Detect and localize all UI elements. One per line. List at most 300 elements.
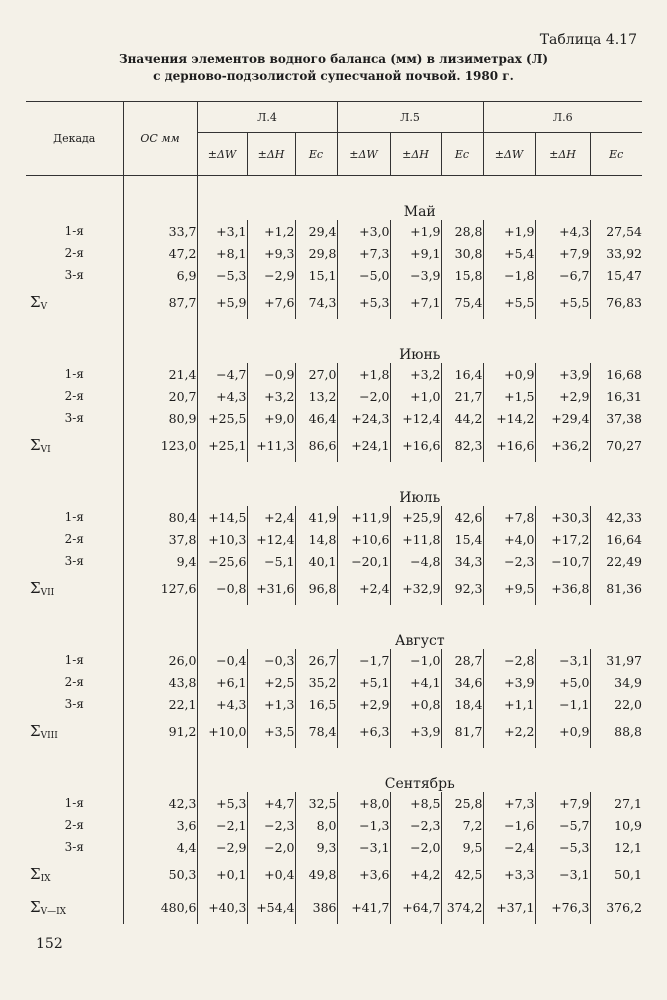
value-cell: 15,8	[441, 264, 483, 286]
value-cell: −3,1	[337, 836, 390, 858]
value-cell: +2,5	[247, 671, 295, 693]
value-cell: −2,9	[247, 264, 295, 286]
value-cell: 34,9	[590, 671, 642, 693]
value-cell: +7,9	[535, 792, 590, 814]
sigma-symbol: Σ	[30, 579, 41, 597]
value-cell: 70,27	[590, 429, 642, 462]
value-cell: +10,0	[197, 715, 247, 748]
value-cell: +5,9	[197, 286, 247, 319]
page-number: 152	[36, 936, 63, 952]
value-cell: +6,1	[197, 671, 247, 693]
value-cell: −5,1	[247, 550, 295, 572]
value-cell: 16,4	[441, 363, 483, 385]
ec-header: Eс	[295, 133, 337, 176]
value-cell: +7,3	[337, 242, 390, 264]
value-cell: 480,6	[123, 891, 197, 924]
table-row	[26, 506, 642, 528]
value-cell: +5,5	[535, 286, 590, 319]
value-cell: +1,3	[247, 693, 295, 715]
value-cell: +4,3	[535, 220, 590, 242]
value-cell: +3,3	[483, 858, 535, 891]
table-row	[26, 264, 642, 286]
value-cell: +7,6	[247, 286, 295, 319]
decade-cell: 1-я	[64, 510, 84, 524]
month-row	[26, 462, 642, 506]
value-cell: 22,1	[123, 693, 197, 715]
value-cell: +5,3	[197, 792, 247, 814]
table-row	[26, 220, 642, 242]
sum-period: VIII	[40, 731, 58, 741]
value-cell: 127,6	[123, 572, 197, 605]
value-cell: +5,1	[337, 671, 390, 693]
value-cell: 30,8	[441, 242, 483, 264]
value-cell: 6,9	[123, 264, 197, 286]
value-cell: 374,2	[441, 891, 483, 924]
month-title: Август	[197, 605, 642, 649]
value-cell: +5,0	[535, 671, 590, 693]
value-cell: 80,4	[123, 506, 197, 528]
value-cell: 49,8	[295, 858, 337, 891]
ec-header: Eс	[441, 133, 483, 176]
value-cell: −2,3	[390, 814, 441, 836]
value-cell: +11,8	[390, 528, 441, 550]
value-cell: +25,5	[197, 407, 247, 429]
value-cell: 42,3	[123, 792, 197, 814]
decade-spacer	[26, 748, 123, 792]
value-cell: 33,92	[590, 242, 642, 264]
value-cell: +3,9	[483, 671, 535, 693]
value-cell: +3,6	[337, 858, 390, 891]
table-row	[26, 836, 642, 858]
value-cell: 13,2	[295, 385, 337, 407]
value-cell: 50,1	[590, 858, 642, 891]
value-cell: +3,1	[197, 220, 247, 242]
table-row	[26, 792, 642, 814]
value-cell: 35,2	[295, 671, 337, 693]
value-cell: 29,4	[295, 220, 337, 242]
value-cell: 15,47	[590, 264, 642, 286]
value-cell: 96,8	[295, 572, 337, 605]
value-cell: +4,2	[390, 858, 441, 891]
decade-cell: 3-я	[64, 697, 84, 711]
value-cell: 26,7	[295, 649, 337, 671]
value-cell: 21,4	[123, 363, 197, 385]
value-cell: +2,4	[247, 506, 295, 528]
value-cell: 9,4	[123, 550, 197, 572]
dh-header: ±ΔH	[390, 133, 441, 176]
value-cell: −1,7	[337, 649, 390, 671]
value-cell: +7,9	[535, 242, 590, 264]
value-cell: +7,1	[390, 286, 441, 319]
value-cell: +40,3	[197, 891, 247, 924]
value-cell: −3,1	[535, 858, 590, 891]
decade-spacer	[26, 176, 123, 221]
value-cell: 4,4	[123, 836, 197, 858]
value-cell: 386	[295, 891, 337, 924]
value-cell: +16,6	[483, 429, 535, 462]
value-cell: +3,9	[390, 715, 441, 748]
table-number: Таблица 4.17	[539, 32, 637, 48]
decade-spacer	[26, 319, 123, 363]
value-cell: −4,7	[197, 363, 247, 385]
dh-header: ±ΔH	[535, 133, 590, 176]
decade-cell: 2-я	[64, 532, 84, 546]
sigma-symbol: Σ	[30, 722, 41, 740]
month-row	[26, 176, 642, 221]
value-cell: +4,7	[247, 792, 295, 814]
value-cell: 376,2	[590, 891, 642, 924]
value-cell: +7,8	[483, 506, 535, 528]
value-cell: 27,1	[590, 792, 642, 814]
sum-row	[26, 858, 642, 891]
value-cell: +4,3	[197, 693, 247, 715]
value-cell: 78,4	[295, 715, 337, 748]
table-row	[26, 550, 642, 572]
decade-cell: 3-я	[64, 554, 84, 568]
dw-header: ±ΔW	[197, 133, 247, 176]
value-cell: −25,6	[197, 550, 247, 572]
value-cell: +8,5	[390, 792, 441, 814]
decade-cell: 1-я	[64, 367, 84, 381]
value-cell: 16,68	[590, 363, 642, 385]
water-balance-table	[26, 101, 642, 924]
value-cell: +8,0	[337, 792, 390, 814]
value-cell: −10,7	[535, 550, 590, 572]
value-cell: −0,9	[247, 363, 295, 385]
value-cell: 34,6	[441, 671, 483, 693]
value-cell: 40,1	[295, 550, 337, 572]
value-cell: −2,0	[337, 385, 390, 407]
value-cell: −0,4	[197, 649, 247, 671]
value-cell: −2,3	[483, 550, 535, 572]
lysimeter-header-l6: Л.6	[483, 102, 642, 133]
value-cell: −2,8	[483, 649, 535, 671]
value-cell: −2,0	[247, 836, 295, 858]
value-cell: +7,3	[483, 792, 535, 814]
value-cell: 8,0	[295, 814, 337, 836]
value-cell: −4,8	[390, 550, 441, 572]
decade-header: Декада	[26, 102, 123, 176]
value-cell: +9,0	[247, 407, 295, 429]
dw-header: ±ΔW	[337, 133, 390, 176]
value-cell: 44,2	[441, 407, 483, 429]
value-cell: +5,5	[483, 286, 535, 319]
value-cell: 28,7	[441, 649, 483, 671]
value-cell: 80,9	[123, 407, 197, 429]
month-title: Июль	[197, 462, 642, 506]
value-cell: +30,3	[535, 506, 590, 528]
decade-cell: 1-я	[64, 224, 84, 238]
sum-label	[26, 429, 123, 462]
value-cell: +9,1	[390, 242, 441, 264]
value-cell: 16,64	[590, 528, 642, 550]
value-cell: +2,9	[535, 385, 590, 407]
value-cell: 21,7	[441, 385, 483, 407]
value-cell: 81,36	[590, 572, 642, 605]
table-row	[26, 363, 642, 385]
value-cell: 26,0	[123, 649, 197, 671]
decade-cell: 2-я	[64, 389, 84, 403]
value-cell: 15,1	[295, 264, 337, 286]
title-line-1: Значения элементов водного баланса (мм) в лизиметрах (Л)	[118, 52, 549, 66]
title-line-2: с дерново-подзолистой супесчаной почвой. 1980 г.	[153, 69, 514, 83]
value-cell: 29,8	[295, 242, 337, 264]
value-cell: +6,3	[337, 715, 390, 748]
value-cell: +14,2	[483, 407, 535, 429]
value-cell: +32,9	[390, 572, 441, 605]
oc-spacer	[123, 176, 197, 221]
value-cell: +2,9	[337, 693, 390, 715]
decade-cell: 3-я	[64, 268, 84, 282]
value-cell: +0,9	[483, 363, 535, 385]
value-cell: +1,0	[390, 385, 441, 407]
value-cell: 43,8	[123, 671, 197, 693]
lysimeter-header-l4: Л.4	[197, 102, 337, 133]
value-cell: −6,7	[535, 264, 590, 286]
value-cell: −1,1	[535, 693, 590, 715]
value-cell: 81,7	[441, 715, 483, 748]
month-title: Май	[197, 176, 642, 221]
value-cell: +54,4	[247, 891, 295, 924]
value-cell: 27,0	[295, 363, 337, 385]
value-cell: +11,9	[337, 506, 390, 528]
value-cell: −2,9	[197, 836, 247, 858]
value-cell: 37,38	[590, 407, 642, 429]
value-cell: 22,49	[590, 550, 642, 572]
value-cell: 42,33	[590, 506, 642, 528]
value-cell: +37,1	[483, 891, 535, 924]
value-cell: 91,2	[123, 715, 197, 748]
sum-row	[26, 715, 642, 748]
value-cell: 46,4	[295, 407, 337, 429]
table-title	[0, 51, 667, 85]
value-cell: 7,2	[441, 814, 483, 836]
decade-spacer	[26, 605, 123, 649]
value-cell: −1,6	[483, 814, 535, 836]
value-cell: 16,5	[295, 693, 337, 715]
decade-cell: 2-я	[64, 246, 84, 260]
value-cell: +3,2	[247, 385, 295, 407]
sigma-symbol: Σ	[30, 293, 41, 311]
oc-spacer	[123, 748, 197, 792]
value-cell: +1,5	[483, 385, 535, 407]
value-cell: 22,0	[590, 693, 642, 715]
value-cell: 42,5	[441, 858, 483, 891]
month-row	[26, 605, 642, 649]
value-cell: 33,7	[123, 220, 197, 242]
value-cell: −2,4	[483, 836, 535, 858]
value-cell: +29,4	[535, 407, 590, 429]
value-cell: 74,3	[295, 286, 337, 319]
sum-label	[26, 286, 123, 319]
table-row	[26, 407, 642, 429]
value-cell: +8,1	[197, 242, 247, 264]
value-cell: −2,1	[197, 814, 247, 836]
dw-header: ±ΔW	[483, 133, 535, 176]
value-cell: 88,8	[590, 715, 642, 748]
value-cell: 32,5	[295, 792, 337, 814]
value-cell: 37,8	[123, 528, 197, 550]
value-cell: 34,3	[441, 550, 483, 572]
sum-row	[26, 286, 642, 319]
total-row	[26, 891, 642, 924]
value-cell: +24,3	[337, 407, 390, 429]
sum-row	[26, 572, 642, 605]
oc-header	[123, 102, 197, 176]
oc-spacer	[123, 319, 197, 363]
table-row	[26, 242, 642, 264]
oc-spacer	[123, 462, 197, 506]
value-cell: −2,0	[390, 836, 441, 858]
value-cell: +2,2	[483, 715, 535, 748]
sum-period: VII	[40, 588, 55, 598]
value-cell: +25,9	[390, 506, 441, 528]
value-cell: 27,54	[590, 220, 642, 242]
value-cell: +4,3	[197, 385, 247, 407]
value-cell: −5,3	[197, 264, 247, 286]
ec-header: Eс	[590, 133, 642, 176]
value-cell: 12,1	[590, 836, 642, 858]
value-cell: +31,6	[247, 572, 295, 605]
value-cell: 87,7	[123, 286, 197, 319]
value-cell: 41,9	[295, 506, 337, 528]
value-cell: +3,2	[390, 363, 441, 385]
value-cell: 31,97	[590, 649, 642, 671]
value-cell: +4,0	[483, 528, 535, 550]
value-cell: +3,5	[247, 715, 295, 748]
value-cell: +3,9	[535, 363, 590, 385]
value-cell: −5,7	[535, 814, 590, 836]
value-cell: +5,3	[337, 286, 390, 319]
value-cell: +0,8	[390, 693, 441, 715]
sum-period: IX	[40, 874, 51, 884]
value-cell: +1,8	[337, 363, 390, 385]
value-cell: +0,1	[197, 858, 247, 891]
value-cell: +14,5	[197, 506, 247, 528]
value-cell: +0,9	[535, 715, 590, 748]
value-cell: −2,3	[247, 814, 295, 836]
value-cell: +0,4	[247, 858, 295, 891]
sum-label	[26, 572, 123, 605]
value-cell: 14,8	[295, 528, 337, 550]
value-cell: +24,1	[337, 429, 390, 462]
value-cell: 10,9	[590, 814, 642, 836]
value-cell: +1,9	[390, 220, 441, 242]
decade-spacer	[26, 462, 123, 506]
sum-period: VI	[40, 445, 51, 455]
value-cell: 86,6	[295, 429, 337, 462]
decade-cell: 3-я	[64, 411, 84, 425]
value-cell: +12,4	[390, 407, 441, 429]
value-cell: −1,0	[390, 649, 441, 671]
value-cell: 76,83	[590, 286, 642, 319]
value-cell: 92,3	[441, 572, 483, 605]
value-cell: +36,2	[535, 429, 590, 462]
value-cell: +36,8	[535, 572, 590, 605]
value-cell: 75,4	[441, 286, 483, 319]
value-cell: 9,5	[441, 836, 483, 858]
value-cell: 3,6	[123, 814, 197, 836]
value-cell: +76,3	[535, 891, 590, 924]
sum-label	[26, 891, 123, 924]
value-cell: 50,3	[123, 858, 197, 891]
value-cell: −1,3	[337, 814, 390, 836]
decade-cell: 1-я	[64, 796, 84, 810]
sum-label	[26, 858, 123, 891]
value-cell: +25,1	[197, 429, 247, 462]
value-cell: 82,3	[441, 429, 483, 462]
value-cell: −5,0	[337, 264, 390, 286]
value-cell: 16,31	[590, 385, 642, 407]
value-cell: 123,0	[123, 429, 197, 462]
value-cell: +1,1	[483, 693, 535, 715]
value-cell: +9,5	[483, 572, 535, 605]
value-cell: 15,4	[441, 528, 483, 550]
value-cell: −0,8	[197, 572, 247, 605]
table-row	[26, 671, 642, 693]
value-cell: +41,7	[337, 891, 390, 924]
sum-period: V—IX	[40, 907, 67, 917]
value-cell: +2,4	[337, 572, 390, 605]
value-cell: +16,6	[390, 429, 441, 462]
value-cell: +11,3	[247, 429, 295, 462]
value-cell: −3,9	[390, 264, 441, 286]
value-cell: +10,3	[197, 528, 247, 550]
month-title: Сентябрь	[197, 748, 642, 792]
value-cell: 18,4	[441, 693, 483, 715]
table-row	[26, 814, 642, 836]
decade-cell: 1-я	[64, 653, 84, 667]
dh-header: ±ΔH	[247, 133, 295, 176]
sigma-symbol: Σ	[30, 898, 41, 916]
value-cell: +9,3	[247, 242, 295, 264]
value-cell: +17,2	[535, 528, 590, 550]
sum-row	[26, 429, 642, 462]
value-cell: +10,6	[337, 528, 390, 550]
oc-spacer	[123, 605, 197, 649]
table-row	[26, 385, 642, 407]
value-cell: +1,9	[483, 220, 535, 242]
oc-header-text: ОС мм	[140, 132, 180, 145]
sigma-symbol: Σ	[30, 865, 41, 883]
value-cell: 9,3	[295, 836, 337, 858]
decade-cell: 3-я	[64, 840, 84, 854]
header-row-1	[26, 102, 642, 133]
value-cell: −5,3	[535, 836, 590, 858]
value-cell: 25,8	[441, 792, 483, 814]
value-cell: −0,3	[247, 649, 295, 671]
lysimeter-header-l5: Л.5	[337, 102, 483, 133]
month-row	[26, 319, 642, 363]
value-cell: +1,2	[247, 220, 295, 242]
value-cell: −20,1	[337, 550, 390, 572]
value-cell: 42,6	[441, 506, 483, 528]
value-cell: +4,1	[390, 671, 441, 693]
value-cell: 20,7	[123, 385, 197, 407]
value-cell: 47,2	[123, 242, 197, 264]
value-cell: +5,4	[483, 242, 535, 264]
decade-cell: 2-я	[64, 818, 84, 832]
value-cell: +12,4	[247, 528, 295, 550]
sigma-symbol: Σ	[30, 436, 41, 454]
month-row	[26, 748, 642, 792]
sum-label	[26, 715, 123, 748]
month-title: Июнь	[197, 319, 642, 363]
table-row	[26, 693, 642, 715]
value-cell: −3,1	[535, 649, 590, 671]
value-cell: −1,8	[483, 264, 535, 286]
sum-period: V	[40, 302, 48, 312]
